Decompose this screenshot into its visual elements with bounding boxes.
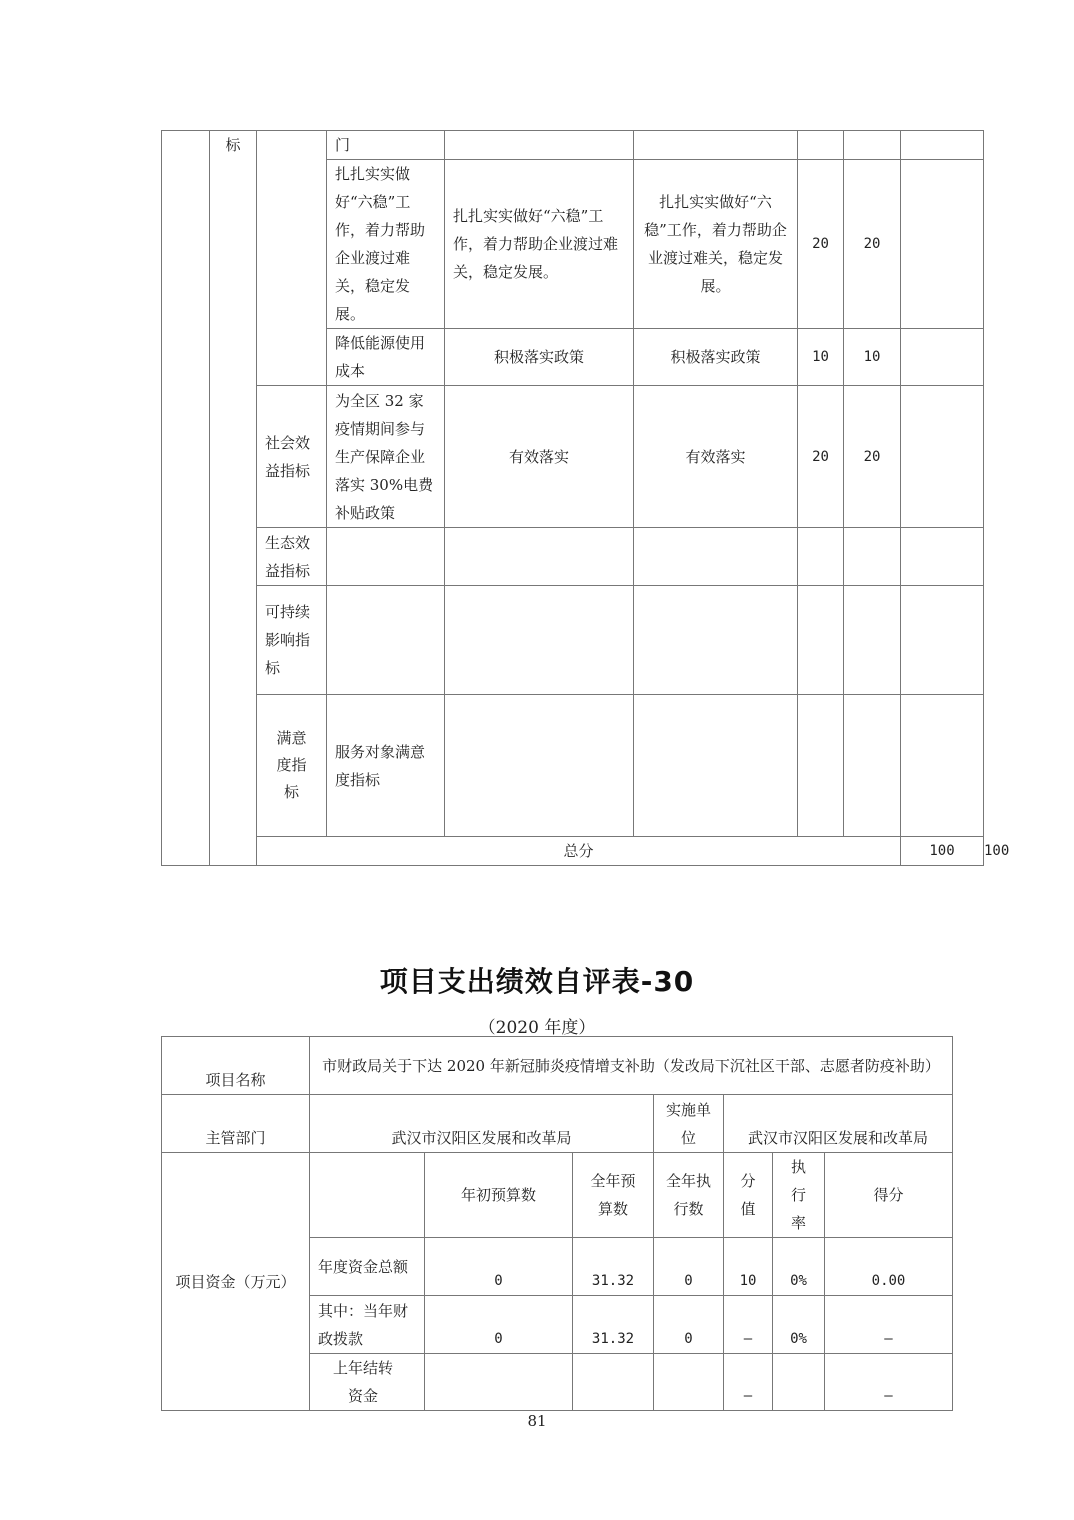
header-score-value: 分值 bbox=[724, 1153, 773, 1238]
actual-cell: 扎扎实实做好“六稳”工作，着力帮助企业渡过难关，稳定发展。 bbox=[634, 160, 798, 329]
project-name-label: 项目名称 bbox=[162, 1037, 310, 1095]
header-exec-rate: 执行率 bbox=[773, 1153, 825, 1238]
score-cell bbox=[844, 586, 901, 695]
header-score: 得分 bbox=[825, 1153, 953, 1238]
dept-value: 武汉市汉阳区发展和改革局 bbox=[310, 1095, 654, 1153]
fund-score-value: 10 bbox=[724, 1238, 773, 1296]
note-cell bbox=[901, 528, 984, 586]
table1-level1-cell bbox=[162, 131, 210, 866]
note-cell bbox=[901, 160, 984, 329]
self-evaluation-table bbox=[161, 1036, 953, 1411]
performance-indicators-table: 标 门 扎扎实实做好“六稳”工作，着力帮助企业渡过难关，稳定发展。 扎扎实实做好“六稳”工作，着力帮助企业渡过难关，稳定发展。 扎扎实实做好“六稳”工作，着力帮助企业渡过难关，稳定发展。 20 20 降低能源使用成本 积极落实政策 积极落实政策 10 10 社会效益指标 为全区 32 家疫情期间参与生产保障企业落实 30%电费补贴政策 有效落实 有效落实 20 20 生态效益指标 可持续影响指标 满意度指标 服务对象满意度指标 总分 100 100 bbox=[161, 130, 984, 866]
fund-exec bbox=[654, 1354, 724, 1411]
target-cell: 扎扎实实做好“六稳”工作，着力帮助企业渡过难关，稳定发展。 bbox=[445, 160, 634, 329]
satisfaction-indicator-label: 满意度指标 bbox=[257, 695, 327, 837]
score-cell bbox=[844, 528, 901, 586]
score-value-cell: 20 bbox=[798, 160, 844, 329]
fund-score: 0.00 bbox=[825, 1238, 953, 1296]
table1-level3-cell bbox=[257, 131, 327, 386]
page-number: 81 bbox=[527, 1412, 547, 1430]
score-cell: 10 bbox=[844, 329, 901, 386]
eco-benefit-label: 生态效益指标 bbox=[257, 528, 327, 586]
actual-cell bbox=[798, 695, 844, 837]
fund-initial: 0 bbox=[425, 1238, 573, 1296]
actual-cell: 有效落实 bbox=[634, 386, 798, 528]
fund-rate: 0% bbox=[773, 1296, 825, 1354]
fund-budget bbox=[573, 1354, 654, 1411]
header-blank bbox=[310, 1153, 425, 1238]
fund-label: 项目资金（万元） bbox=[162, 1153, 310, 1411]
score-cell bbox=[844, 131, 901, 160]
score-value-cell bbox=[844, 695, 901, 837]
fund-initial bbox=[425, 1354, 573, 1411]
note-cell bbox=[901, 329, 984, 386]
page-title: 项目支出绩效自评表-30 bbox=[379, 965, 695, 998]
actual-cell bbox=[634, 586, 798, 695]
target-cell bbox=[445, 528, 634, 586]
fund-rate: 0% bbox=[773, 1238, 825, 1296]
social-benefit-label: 社会效益指标 bbox=[257, 386, 327, 528]
fund-score-value: — bbox=[724, 1354, 773, 1411]
project-name-value: 市财政局关于下达 2020 年新冠肺炎疫情增支补助（发改局下沉社区干部、志愿者防疫补助） bbox=[310, 1037, 953, 1095]
header-annual-budget: 全年预算数 bbox=[573, 1153, 654, 1238]
fund-budget: 31.32 bbox=[573, 1238, 654, 1296]
impl-unit-value: 武汉市汉阳区发展和改革局 bbox=[724, 1095, 953, 1153]
fund-exec: 0 bbox=[654, 1238, 724, 1296]
score-value-cell: 10 bbox=[798, 329, 844, 386]
header-initial-budget: 年初预算数 bbox=[425, 1153, 573, 1238]
score-value-cell bbox=[798, 131, 844, 160]
note-cell bbox=[901, 386, 984, 528]
indicator-cell bbox=[327, 528, 445, 586]
fund-row-label: 其中：当年财政拨款 bbox=[310, 1296, 425, 1354]
target-cell: 积极落实政策 bbox=[445, 329, 634, 386]
header-annual-exec: 全年执行数 bbox=[654, 1153, 724, 1238]
indicator-cell: 为全区 32 家疫情期间参与生产保障企业落实 30%电费补贴政策 bbox=[327, 386, 445, 528]
target-cell bbox=[634, 695, 798, 837]
sustainable-impact-label: 可持续影响指标 bbox=[257, 586, 327, 695]
fund-score: — bbox=[825, 1296, 953, 1354]
target-cell bbox=[445, 586, 634, 695]
total-score-value: 100 bbox=[901, 837, 984, 866]
score-cell: 20 bbox=[844, 386, 901, 528]
indicator-cell: 扎扎实实做好“六稳”工作，着力帮助企业渡过难关，稳定发展。 bbox=[327, 160, 445, 329]
fund-score-value: — bbox=[724, 1296, 773, 1354]
fund-budget: 31.32 bbox=[573, 1296, 654, 1354]
fund-initial: 0 bbox=[425, 1296, 573, 1354]
impl-unit-label: 实施单位 bbox=[654, 1095, 724, 1153]
note-cell bbox=[901, 131, 984, 160]
actual-cell: 积极落实政策 bbox=[634, 329, 798, 386]
actual-cell bbox=[634, 131, 798, 160]
score-cell: 20 bbox=[844, 160, 901, 329]
service-satisfaction-label: 服务对象满意度指标 bbox=[327, 695, 445, 837]
target-cell: 有效落实 bbox=[445, 386, 634, 528]
indicator-cell bbox=[445, 695, 634, 837]
target-cell bbox=[445, 131, 634, 160]
note-cell bbox=[901, 586, 984, 695]
total-label: 总分 bbox=[257, 837, 901, 866]
fund-score: — bbox=[825, 1354, 953, 1411]
score-value-cell bbox=[798, 528, 844, 586]
fund-rate bbox=[773, 1354, 825, 1411]
indicator-cell bbox=[327, 586, 445, 695]
fund-exec: 0 bbox=[654, 1296, 724, 1354]
indicator-cell: 降低能源使用成本 bbox=[327, 329, 445, 386]
score-value-cell bbox=[798, 586, 844, 695]
table1-level2-cell bbox=[210, 131, 257, 866]
fund-row-label: 年度资金总额 bbox=[310, 1238, 425, 1296]
actual-cell bbox=[634, 528, 798, 586]
fund-row-label: 上年结转资金 bbox=[310, 1354, 425, 1411]
indicator-cell: 门 bbox=[327, 131, 445, 160]
level2-label-tail: 标 bbox=[225, 136, 241, 154]
page-subtitle: （2020 年度） bbox=[478, 1018, 596, 1038]
dept-label: 主管部门 bbox=[162, 1095, 310, 1153]
score-value-cell: 20 bbox=[798, 386, 844, 528]
score-cell bbox=[901, 695, 984, 837]
